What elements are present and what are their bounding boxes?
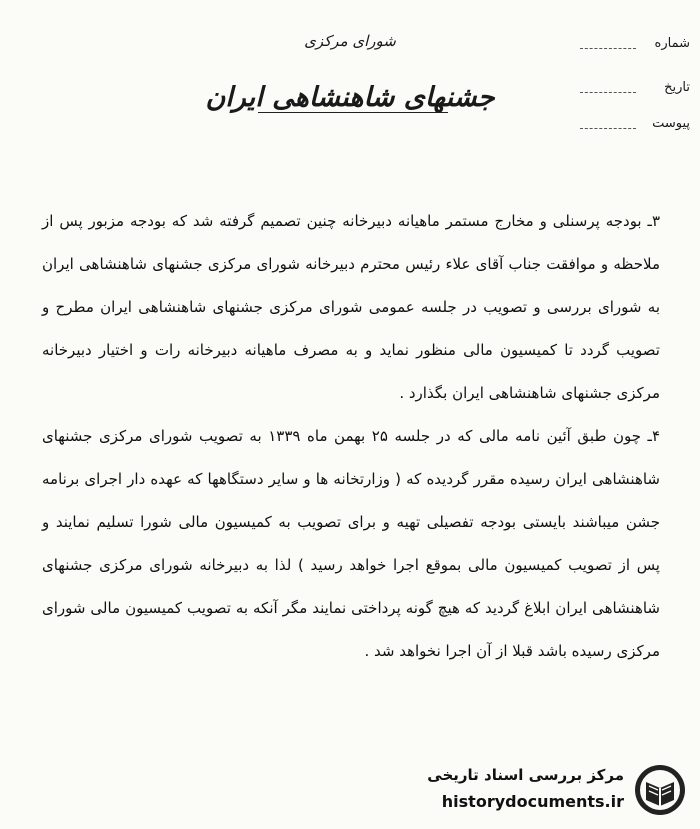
watermark-url: historydocuments.ir <box>441 792 624 811</box>
watermark-name: مرکز بررسی اسناد تاریخی <box>427 766 624 784</box>
book-logo-icon <box>632 762 688 818</box>
number-blank <box>580 48 636 49</box>
number-label: شماره <box>654 36 690 51</box>
date-blank <box>580 92 636 93</box>
paragraph-item-3: ۳ـ بودجه پرسنلی و مخارج مستمر ماهیانه دبیرخانه چنین تصمیم گرفته شد که بودجه مزبور پس از ملاحظه و موافقت جناب آقای علاء رئیس محترم دبیرخانه شورای مرکزی جشنهای شاهنشاهی ایران به شورای بررسی و تصویب در جلسه عمومی شورای مرکزی جشنهای شاهنشاهی ایران مطرح و تصویب گردد تا کمیسیون مالی منظور نماید و به مصرف ماهیانه دبیرخانه رات و اختیار دبیرخانه مرکزی جشنهای شاهنشاهی ایران بگذارد . <box>42 212 660 402</box>
attachment-field <box>570 116 700 132</box>
archive-watermark <box>412 760 692 820</box>
title-underline <box>258 112 448 113</box>
letterhead-subtitle: شورای مرکزی <box>304 32 396 50</box>
date-field <box>570 80 700 96</box>
attachment-blank <box>580 128 636 129</box>
letter-body <box>42 200 660 673</box>
paragraph-item-4: ۴ـ چون طبق آئین نامه مالی که در جلسه ۲۵ بهمن ماه ۱۳۳۹ به تصویب شورای مرکزی جشنهای شاهنشاهی ایران رسیده مقرر گردیده که ( وزارتخانه ها و سایر دستگاهها که عهده دار اجرای برنامه جشن میباشند بایستی بودجه تفصیلی تهیه و برای تصویب به کمیسیون مالی شورا تسلیم نمایند و پس از تصویب کمیسیون مالی بموقع اجرا خواهد رسید ) لذا به دبیرخانه شورای مرکزی جشنهای شاهنشاهی ایران ابلاغ گردید که هیچ گونه پرداختی نمایند مگر آنکه به تصویب کمیسیون مالی شورای مرکزی رسیده باشد قبلا از آن اجرا نخواهد شد . <box>42 427 661 660</box>
date-label: تاریخ <box>664 80 690 95</box>
letterhead-title: جشنهای شاهنشاهی ایران <box>205 82 495 113</box>
attachment-label: پیوست <box>652 116 690 131</box>
number-field <box>570 36 700 52</box>
